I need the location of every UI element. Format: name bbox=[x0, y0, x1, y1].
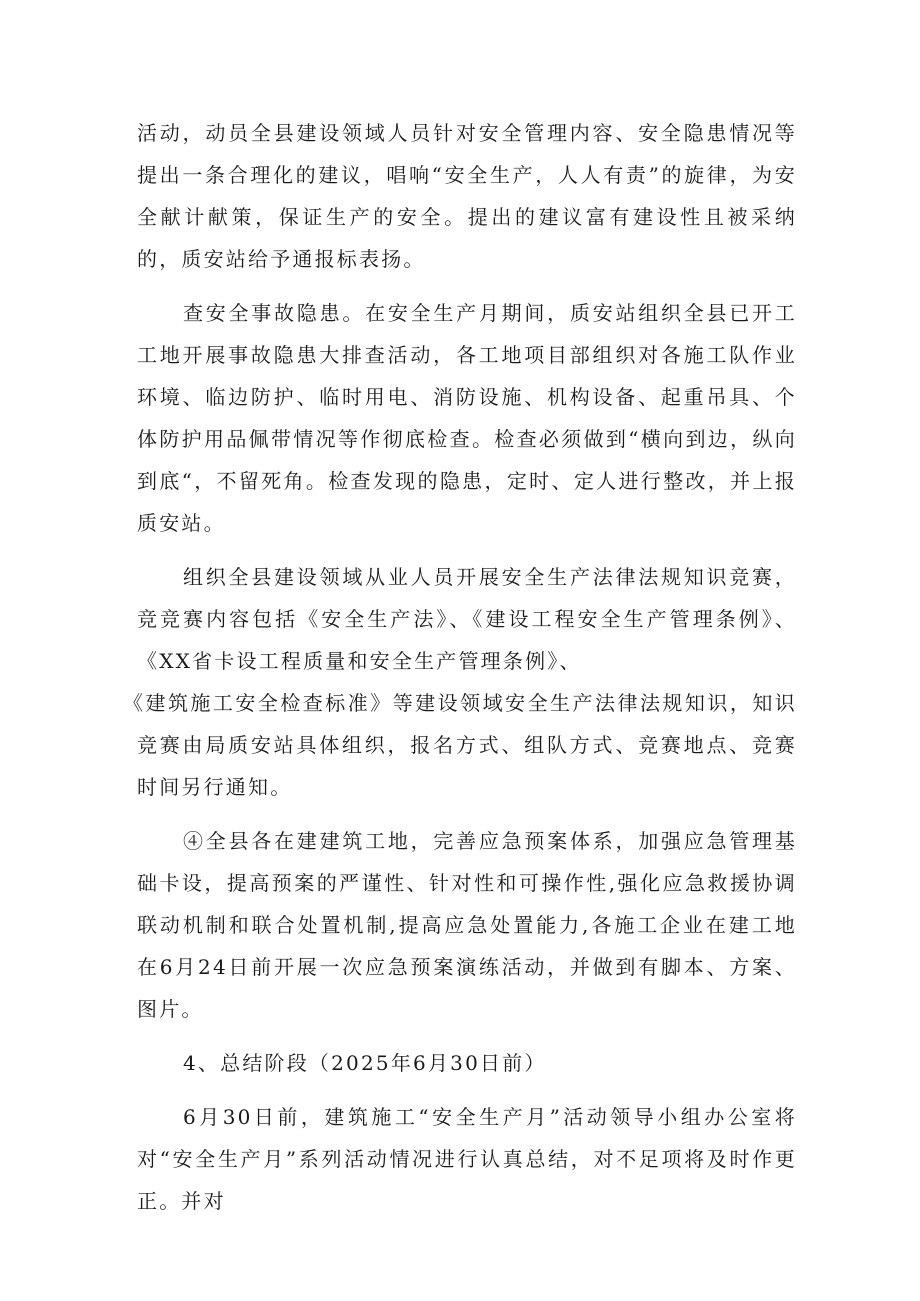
section-heading-summary: 4、总结阶段（2025年6月30日前） bbox=[183, 1051, 547, 1075]
document-body bbox=[123, 112, 797, 1234]
paragraph-knowledge-contest: 组织全县建设领域从业人员开展安全生产法律法规知识竞赛，竞竞赛内容包括《安全生产法》、《建设工程安全生产管理条例》、《XX省卡设工程质量和安全生产管理条例》、 bbox=[137, 565, 797, 673]
paragraph-hazard-inspection: 查安全事故隐患。在安全生产月期间，质安站组织全县已开工工地开展事故隐患大排查活动，各工地项目部组织对各施工队作业环境、临边防护、临时用电、消防设施、机构设备、起重吊具、个体防护用品佩带情况等作彻底检查。检查必须做到“横向到边，纵向到底“，不留死角。检查发现的隐患，定时、定人进行整改，并上报质安站。 bbox=[137, 301, 797, 535]
paragraph-emergency-plan: ④全县各在建建筑工地，完善应急预案体系，加强应急管理基础卡设，提高预案的严谨性、针对性和可操作性,强化应急救援协调联动机制和联合处置机制,提高应急处置能力,各施工企业在建工地在6月24日前开展一次应急预案演练活动，并做到有脚本、方案、图片。 bbox=[137, 829, 797, 1021]
paragraph-summary: 6月30日前，建筑施工“安全生产月”活动领导小组办公室将对“安全生产月”系列活动情况进行认真总结，对不足项将及时作更正。并对 bbox=[137, 1105, 797, 1213]
paragraph-contest-standards: 《建筑施工安全检查标准》等建设领域安全生产法律法规知识，知识竞赛由局质安站具体组织，报名方式、组队方式、竞赛地点、竞赛时间另行通知。 bbox=[123, 691, 797, 799]
paragraph-suggestions: 活动，动员全县建设领域人员针对安全管理内容、安全隐患情况等提出一条合理化的建议，唱响“安全生产，人人有责”的旋律，为安全献计献策，保证生产的安全。提出的建议富有建设性且被采纳的，质安站给予通报标表扬。 bbox=[137, 121, 797, 271]
